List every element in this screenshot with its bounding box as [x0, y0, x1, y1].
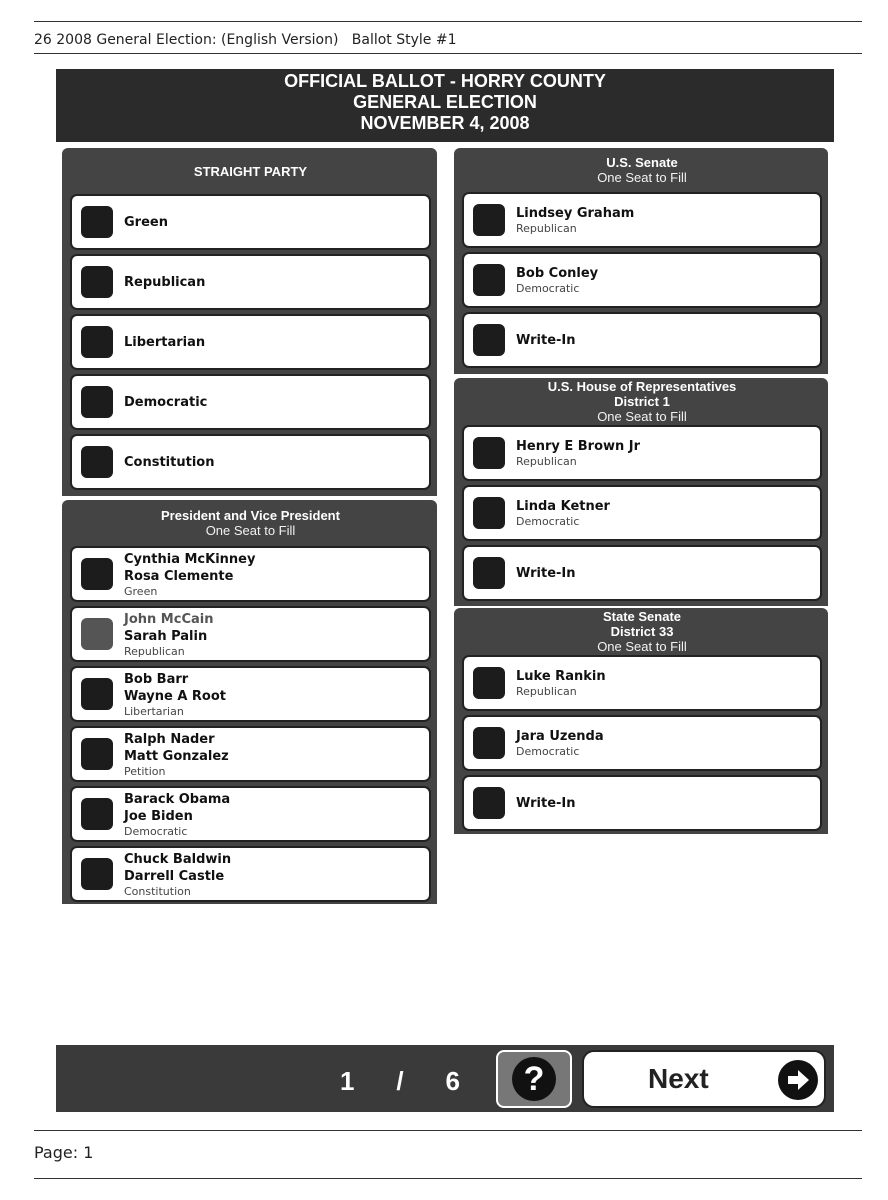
selection-box[interactable]	[473, 324, 505, 356]
contest-title: STRAIGHT PARTY	[193, 163, 308, 179]
option-bob-conley[interactable]	[462, 252, 822, 308]
selection-box[interactable]	[473, 667, 505, 699]
party-label: Republican	[516, 455, 577, 468]
option-mckinney-clemente[interactable]	[70, 546, 431, 602]
party-label: Democratic	[516, 282, 580, 295]
arrow-right-icon	[778, 1060, 818, 1100]
option-mccain-palin[interactable]	[70, 606, 431, 662]
page-separator: /	[396, 1066, 404, 1096]
option-green[interactable]	[70, 194, 431, 250]
running-mate-name: Wayne A Root	[124, 688, 226, 704]
option-linda-ketner[interactable]	[462, 485, 822, 541]
contest-subtitle: One Seat to Fill	[597, 639, 687, 654]
candidate-name: Jara Uzenda	[516, 729, 604, 744]
question-mark-icon: ?	[512, 1057, 556, 1101]
selection-box[interactable]	[473, 264, 505, 296]
option-barr-root[interactable]	[70, 666, 431, 722]
contest-subtitle: One Seat to Fill	[205, 523, 296, 538]
selection-box[interactable]	[81, 266, 113, 298]
option-write-in[interactable]	[462, 545, 822, 601]
next-label: Next	[648, 1063, 709, 1094]
selection-box[interactable]	[81, 558, 113, 590]
document-header: 26 2008 General Election: (English Version) Ballot Style #1	[34, 32, 457, 48]
top-rule	[34, 21, 862, 22]
party-label: Petition	[124, 764, 166, 778]
selection-box[interactable]	[81, 678, 113, 710]
candidate-name: John McCain	[124, 611, 214, 627]
option-luke-rankin[interactable]	[462, 655, 822, 711]
write-in-label: Write-In	[516, 565, 576, 581]
contest-title: U.S. Senate	[606, 155, 678, 170]
option-write-in[interactable]	[462, 775, 822, 831]
contest-subtitle: One Seat to Fill	[597, 170, 687, 185]
party-label: Constitution	[124, 884, 191, 898]
selection-box[interactable]	[81, 206, 113, 238]
contest-title: U.S. House of Representatives	[547, 379, 737, 394]
selection-box[interactable]	[81, 386, 113, 418]
contest-header	[70, 148, 431, 194]
page-indicator	[340, 1066, 460, 1097]
candidate-name: Bob Barr	[124, 671, 189, 687]
write-in-label: Write-In	[516, 795, 576, 811]
candidate-name: Cynthia McKinney	[124, 551, 256, 567]
candidate-name: Bob Conley	[516, 266, 599, 281]
option-nader-gonzalez[interactable]	[70, 726, 431, 782]
option-label: Constitution	[124, 454, 215, 470]
party-label: Democratic	[516, 745, 580, 758]
candidate-name: Ralph Nader	[124, 731, 215, 747]
candidate-name: Henry E Brown Jr	[516, 439, 641, 454]
candidate-name: Luke Rankin	[516, 669, 606, 684]
footer-rule	[34, 1130, 862, 1131]
candidate-name: Chuck Baldwin	[124, 851, 232, 867]
bottom-rule	[34, 1178, 862, 1179]
option-label: Republican	[124, 274, 206, 290]
header-rule	[34, 53, 862, 54]
option-baldwin-castle[interactable]	[70, 846, 431, 902]
selection-box[interactable]	[473, 727, 505, 759]
contest-header	[70, 500, 431, 546]
contest-title: State Senate	[602, 609, 682, 624]
option-write-in[interactable]	[462, 312, 822, 368]
banner-line-2: GENERAL ELECTION	[353, 92, 537, 112]
option-obama-biden[interactable]	[70, 786, 431, 842]
contest-us-house	[454, 378, 828, 606]
contest-title: President and Vice President	[161, 508, 340, 523]
party-label: Green	[124, 584, 158, 598]
candidate-name: Lindsey Graham	[516, 206, 635, 221]
write-in-label: Write-In	[516, 332, 576, 348]
selection-box[interactable]	[81, 326, 113, 358]
help-button[interactable]	[496, 1050, 572, 1108]
ballot-banner	[56, 69, 834, 142]
selection-box[interactable]	[473, 437, 505, 469]
option-republican[interactable]	[70, 254, 431, 310]
running-mate-name: Joe Biden	[124, 808, 193, 824]
option-henry-brown[interactable]	[462, 425, 822, 481]
page-number: Page: 1	[34, 1143, 94, 1162]
option-libertarian[interactable]	[70, 314, 431, 370]
contest-header	[462, 378, 822, 425]
option-jara-uzenda[interactable]	[462, 715, 822, 771]
selection-box[interactable]	[81, 738, 113, 770]
party-label: Republican	[516, 222, 577, 235]
contest-us-senate	[454, 148, 828, 374]
party-label: Libertarian	[124, 704, 184, 718]
contest-president	[62, 500, 437, 904]
option-label: Libertarian	[124, 334, 206, 350]
selection-box[interactable]	[473, 497, 505, 529]
candidate-name: Linda Ketner	[516, 499, 610, 514]
running-mate-name: Matt Gonzalez	[124, 748, 229, 764]
selection-box[interactable]	[81, 858, 113, 890]
selection-box[interactable]	[473, 787, 505, 819]
selection-box[interactable]	[81, 446, 113, 478]
option-democratic[interactable]	[70, 374, 431, 430]
contest-header	[462, 608, 822, 655]
contest-district: District 1	[614, 394, 670, 409]
banner-line-1: OFFICIAL BALLOT - HORRY COUNTY	[284, 71, 606, 91]
selection-box[interactable]	[473, 557, 505, 589]
party-label: Republican	[516, 685, 577, 698]
party-label: Democratic	[124, 824, 188, 838]
next-button[interactable]	[582, 1050, 826, 1108]
contest-header	[462, 148, 822, 192]
candidate-name: Barack Obama	[124, 791, 231, 807]
contest-straight-party	[62, 148, 437, 496]
selection-box[interactable]	[473, 204, 505, 236]
running-mate-name: Sarah Palin	[124, 628, 208, 644]
page-total: 6	[445, 1066, 460, 1096]
party-label: Republican	[124, 644, 185, 658]
banner-line-3: NOVEMBER 4, 2008	[360, 113, 530, 133]
contest-state-senate	[454, 608, 828, 834]
selection-box[interactable]	[81, 798, 113, 830]
option-constitution[interactable]	[70, 434, 431, 490]
page-current: 1	[340, 1066, 355, 1096]
contest-district: District 33	[610, 624, 674, 639]
party-label: Democratic	[516, 515, 580, 528]
selection-box[interactable]	[81, 618, 113, 650]
running-mate-name: Darrell Castle	[124, 868, 225, 884]
option-label: Democratic	[124, 394, 208, 410]
contest-subtitle: One Seat to Fill	[597, 409, 687, 424]
option-label: Green	[124, 214, 168, 230]
option-lindsey-graham[interactable]	[462, 192, 822, 248]
running-mate-name: Rosa Clemente	[124, 568, 234, 584]
